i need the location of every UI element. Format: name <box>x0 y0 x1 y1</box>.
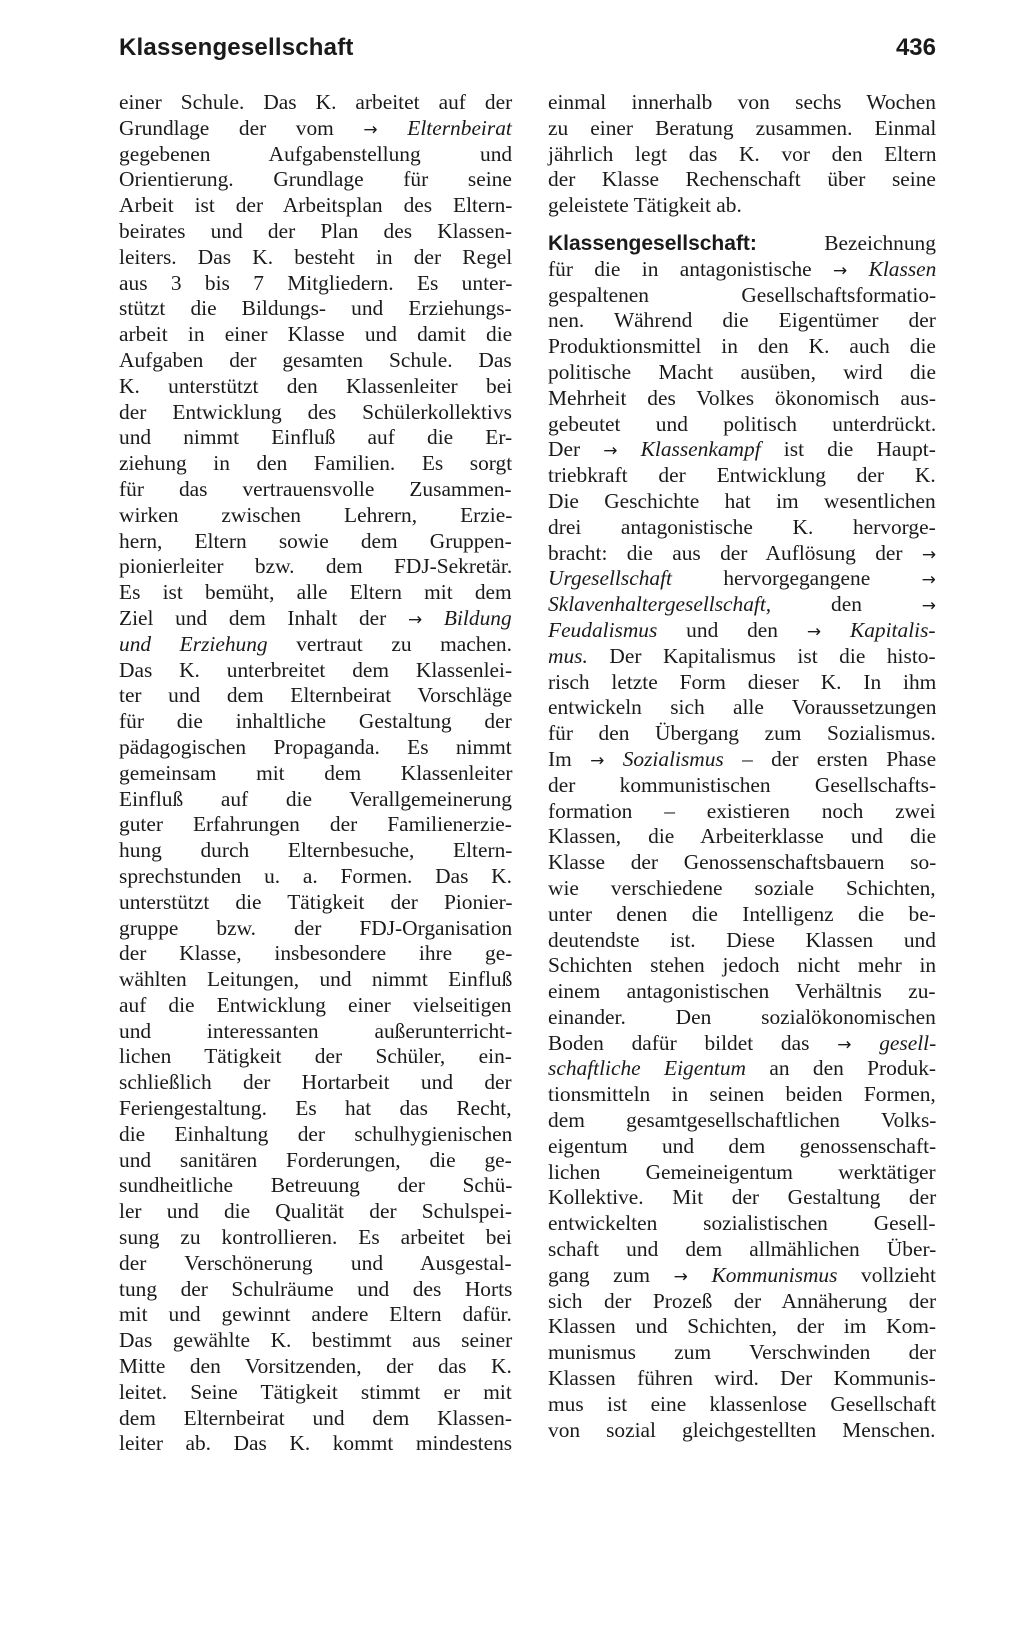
text-line <box>119 787 512 813</box>
body-text: Grundlage der vom <box>119 115 364 140</box>
body-text: munismus zum Verschwinden der <box>548 1340 936 1365</box>
body-text: auf die Entwicklung einer vielseitigen <box>119 992 512 1017</box>
text-line <box>548 1237 936 1263</box>
text-line <box>548 618 936 644</box>
body-text: einmal innerhalb von sechs Wochen <box>548 90 936 114</box>
cross-reference-term: Klassenkampf <box>640 437 761 462</box>
body-text: gespaltenen Gesellschaftsformatio- <box>548 282 937 307</box>
body-text: pädagogischen Propaganda. Es nimmt <box>119 734 512 759</box>
body-text: einem antagonistischen Verhältnis zu- <box>548 979 936 1004</box>
text-line <box>548 116 936 142</box>
text-line <box>119 1199 512 1225</box>
body-text: tung der Schulräume und des Horts <box>119 1276 513 1301</box>
cross-reference-arrow-icon: → <box>806 621 822 642</box>
entry-headword: Klassengesellschaft: <box>548 231 757 255</box>
body-text: wirken zwischen Lehrern, Erzie- <box>119 502 513 527</box>
body-text: drei antagonistische K. hervorge- <box>548 514 936 539</box>
text-line <box>119 142 512 168</box>
text-line <box>548 644 936 670</box>
text-line <box>119 1406 512 1432</box>
text-line <box>548 142 936 168</box>
text-line <box>119 1122 512 1148</box>
body-text: Boden dafür bildet das <box>548 1030 838 1055</box>
body-text: leitet. Seine Tätigkeit stimmt er mit <box>119 1379 512 1404</box>
body-text: den <box>771 592 922 617</box>
body-text: Aufgaben der gesamten Schule. Das <box>119 347 512 372</box>
body-text: einer Schule. Das K. arbeitet auf der <box>119 90 513 114</box>
body-text: mus ist eine klassenlose Gesellschaft <box>548 1391 937 1416</box>
body-text: unter denen die Intelligenz die be- <box>548 901 936 926</box>
body-text: hung durch Elternbesuche, Eltern- <box>119 838 513 863</box>
text-line <box>119 1096 512 1122</box>
body-text: der Klasse, insbesondere ihre ge- <box>119 941 513 966</box>
body-text: der Klasse Rechenschaft über seine <box>548 167 936 192</box>
cross-reference-term: schaftliche Eigentum <box>548 1056 746 1081</box>
body-text: triebkraft der Entwicklung der K. <box>548 463 936 488</box>
cross-reference-arrow-icon: → <box>673 1266 688 1287</box>
cross-reference-term: gesell- <box>879 1030 937 1055</box>
text-line <box>548 747 936 773</box>
body-text: nen. Während die Eigentümer der <box>548 308 936 333</box>
text-line <box>119 1148 512 1174</box>
text-line <box>548 1392 936 1418</box>
body-text: aus 3 bis 7 Mitgliedern. Es unter- <box>119 270 513 295</box>
text-line <box>119 167 512 193</box>
body-text: und nimmt Einfluß auf die Er- <box>119 425 513 450</box>
body-text: Es ist bemüht, alle Eltern mit dem <box>119 580 512 605</box>
text-line <box>548 437 936 463</box>
text-line <box>548 231 936 257</box>
body-text: Bezeichnung <box>756 230 936 255</box>
text-line <box>548 257 936 283</box>
text-line <box>119 1277 512 1303</box>
text-line <box>119 374 512 400</box>
text-line <box>548 1289 936 1315</box>
text-line <box>119 709 512 735</box>
text-line <box>119 632 512 658</box>
body-text: Orientierung. Grundlage für seine <box>119 167 512 192</box>
body-text: Ziel und dem Inhalt der <box>119 605 408 630</box>
body-text: Einfluß auf die Verallgemeinerung <box>119 786 512 811</box>
body-text <box>821 618 850 642</box>
text-line <box>119 245 512 271</box>
text-line <box>119 890 512 916</box>
body-text: der kommunistischen Gesellschafts- <box>548 772 937 797</box>
body-text: Der <box>548 437 604 462</box>
cross-reference-arrow-icon: → <box>603 441 618 462</box>
body-text: gemeinsam mit dem Klassenleiter <box>119 760 513 785</box>
body-text <box>617 437 640 461</box>
body-text: sprechstunden u. a. Formen. Das K. <box>119 863 512 888</box>
cross-reference-arrow-icon: → <box>832 260 848 281</box>
text-line <box>548 386 936 412</box>
text-line <box>548 953 936 979</box>
cross-reference-term: Kapitalis- <box>849 617 936 642</box>
text-line <box>119 606 512 632</box>
text-line <box>119 1173 512 1199</box>
body-text: Klassen, die Arbeiterklasse und die <box>548 824 937 849</box>
body-text: für die in antagonistische <box>548 256 833 281</box>
text-line <box>548 1340 936 1366</box>
body-text: schaft und dem allmählichen Über- <box>548 1237 937 1262</box>
cross-reference-term: Bildung <box>443 605 512 630</box>
body-text: und interessanten außerunterricht- <box>119 1018 513 1043</box>
body-text: vollzieht <box>837 1262 936 1287</box>
body-text: der Verschönerung und Ausgestal- <box>119 1250 512 1275</box>
text-line <box>119 1044 512 1070</box>
text-line <box>119 658 512 684</box>
right-column <box>548 90 936 1443</box>
text-line <box>548 721 936 747</box>
text-line <box>548 1314 936 1340</box>
text-line <box>119 322 512 348</box>
body-text: lichen Gemeineigentum werktätiger <box>548 1159 936 1184</box>
cross-reference-term: und Erziehung <box>119 631 268 656</box>
text-line <box>548 979 936 1005</box>
body-text: unterstützt die Tätigkeit der Pionier- <box>119 889 513 914</box>
text-line <box>548 1005 936 1031</box>
text-line <box>548 1056 936 1082</box>
body-text: Schichten stehen jedoch nicht mehr in <box>548 953 937 978</box>
text-line <box>548 1366 936 1392</box>
text-line <box>119 296 512 322</box>
text-line <box>548 1134 936 1160</box>
cross-reference-term: Urgesellschaft <box>548 566 672 591</box>
text-line <box>548 592 936 618</box>
text-line <box>119 967 512 993</box>
text-line <box>548 541 936 567</box>
text-line <box>119 193 512 219</box>
text-line <box>548 670 936 696</box>
text-line <box>548 566 936 592</box>
text-line <box>119 812 512 838</box>
body-text: gebeutet und politisch unterdrückt. <box>548 411 937 436</box>
body-text: Klasse der Genossenschaftsbauern so- <box>548 850 937 875</box>
body-text: Arbeit ist der Arbeitsplan des Eltern- <box>119 193 513 218</box>
body-text: gang zum <box>548 1262 674 1287</box>
body-text: für den Übergang zum Sozialismus. <box>548 721 936 746</box>
body-text: gegebenen Aufgabenstellung und <box>119 141 513 166</box>
body-text: einander. Den sozialökonomischen <box>548 1004 936 1029</box>
cross-reference-arrow-icon: → <box>921 570 936 591</box>
text-line <box>119 1019 512 1045</box>
text-line <box>119 941 512 967</box>
cross-reference-term: Sklavenhaltergesellschaft, <box>548 592 772 617</box>
body-text: Im <box>548 746 591 771</box>
body-text: Das K. unterbreitet dem Klassenlei- <box>119 657 513 682</box>
text-line <box>119 838 512 864</box>
text-line <box>119 1225 512 1251</box>
body-text <box>688 1263 712 1287</box>
text-line <box>548 334 936 360</box>
cross-reference-term: mus. <box>548 643 588 668</box>
body-text: für die inhaltliche Gestaltung der <box>119 709 512 734</box>
body-text: wie verschiedene soziale Schichten, <box>548 875 936 900</box>
body-text: leiters. Das K. besteht in der Regel <box>119 244 513 269</box>
body-text: Das gewählte K. bestimmt aus seiner <box>119 1328 513 1353</box>
text-line <box>548 489 936 515</box>
body-text: stützt die Bildungs- und Erziehungs- <box>119 296 512 321</box>
body-text: entwickelten sozialistischen Gesell- <box>548 1211 936 1236</box>
text-line <box>119 425 512 451</box>
body-text: risch letzte Form dieser K. In ihm <box>548 669 937 694</box>
text-line <box>548 1418 936 1444</box>
body-text: Mehrheit des Volkes ökonomisch aus- <box>548 385 936 410</box>
text-line <box>119 116 512 142</box>
body-text: sung zu kontrollieren. Es arbeitet bei <box>119 1225 512 1250</box>
body-text: dem Elternbeirat und dem Klassen- <box>119 1405 512 1430</box>
text-line <box>548 695 936 721</box>
text-line <box>119 761 512 787</box>
body-text <box>422 606 444 630</box>
text-line <box>548 1263 936 1289</box>
body-text: der Entwicklung des Schülerkollektivs <box>119 399 512 424</box>
page-number: 436 <box>895 34 936 61</box>
body-text: die Einhaltung der schulhygienischen <box>119 1121 513 1146</box>
text-line <box>119 1251 512 1277</box>
body-text: hern, Eltern sowie dem Gruppen- <box>119 528 512 553</box>
body-text: beirates und der Plan des Klassen- <box>119 218 513 243</box>
text-line <box>119 451 512 477</box>
text-line <box>548 308 936 334</box>
body-text: wählten Leitungen, und nimmt Einfluß <box>119 967 513 992</box>
text-line <box>119 1302 512 1328</box>
body-text: politische Macht ausüben, wird die <box>548 359 936 384</box>
body-text: sundheitliche Betreuung der Schü- <box>119 1173 513 1198</box>
text-line <box>548 90 936 116</box>
text-line <box>548 928 936 954</box>
cross-reference-term: Elternbeirat <box>407 115 512 140</box>
text-line <box>548 193 936 219</box>
body-text: Die Geschichte hat im wesentlichen <box>548 488 936 513</box>
cross-reference-term: Sozialismus <box>622 746 724 771</box>
cross-reference-arrow-icon: → <box>921 596 936 617</box>
body-text: Produktionsmittel in den K. auch die <box>548 334 936 359</box>
body-text: vertraut zu machen. <box>267 631 512 656</box>
cross-reference-arrow-icon: → <box>407 609 423 630</box>
body-text: von sozial gleichgestellten Menschen. <box>548 1417 936 1442</box>
cross-reference-term: Klassen <box>868 256 937 281</box>
text-line <box>548 799 936 825</box>
body-text: hervorgegangene <box>671 566 922 591</box>
body-text <box>847 257 868 281</box>
text-line <box>119 1354 512 1380</box>
body-text: an den Produk- <box>746 1056 937 1081</box>
text-line <box>119 477 512 503</box>
text-line <box>119 683 512 709</box>
body-text: und sanitären Forderungen, die ge- <box>119 1147 512 1172</box>
text-line <box>548 824 936 850</box>
text-line <box>548 1160 936 1186</box>
text-line <box>119 529 512 555</box>
text-line <box>119 993 512 1019</box>
text-line <box>119 348 512 374</box>
body-text: Klassen führen wird. Der Kommunis- <box>548 1366 936 1391</box>
text-line <box>119 864 512 890</box>
body-text: K. unterstützt den Klassenleiter bei <box>119 373 513 398</box>
left-column <box>119 90 512 1457</box>
text-line <box>548 360 936 386</box>
cross-reference-term: Feudalismus <box>548 617 658 642</box>
text-line <box>548 412 936 438</box>
body-text: lichen Tätigkeit der Schüler, ein- <box>119 1044 512 1069</box>
text-line <box>548 1031 936 1057</box>
body-text: schließlich der Hortarbeit und der <box>119 1070 512 1095</box>
body-text: tionsmitteln in seinen beiden Formen, <box>548 1082 936 1107</box>
text-line <box>119 219 512 245</box>
body-text: Feriengestaltung. Es hat das Recht, <box>119 1096 512 1121</box>
cross-reference-term: Kommunismus <box>711 1262 838 1287</box>
running-header-title: Klassengesellschaft <box>119 34 354 61</box>
text-line <box>119 1431 512 1457</box>
text-line <box>119 503 512 529</box>
body-text <box>851 1031 879 1055</box>
text-line <box>548 902 936 928</box>
body-text: arbeit in einer Klasse und damit die <box>119 322 513 347</box>
text-line <box>548 463 936 489</box>
body-text: für das vertrauensvolle Zusammen- <box>119 476 512 501</box>
body-text <box>378 116 408 140</box>
body-text: Der Kapitalismus ist die histo- <box>587 643 936 668</box>
text-line <box>119 580 512 606</box>
text-line <box>548 283 936 309</box>
body-text: guter Erfahrungen der Familienerzie- <box>119 812 512 837</box>
body-text: ter und dem Elternbeirat Vorschläge <box>119 683 513 708</box>
text-line <box>548 167 936 193</box>
cross-reference-arrow-icon: → <box>837 1034 852 1055</box>
body-text: und den <box>657 617 807 642</box>
body-text: Kollektive. Mit der Gestaltung der <box>548 1185 937 1210</box>
body-text: Mitte den Vorsitzenden, der das K. <box>119 1354 512 1379</box>
text-line <box>119 400 512 426</box>
text-line <box>548 1082 936 1108</box>
cross-reference-arrow-icon: → <box>590 750 605 771</box>
body-text <box>604 747 622 771</box>
body-text: zu einer Beratung zusammen. Einmal <box>548 115 937 140</box>
body-text: bracht: die aus der Auflösung der <box>548 540 922 565</box>
body-text: ziehung in den Familien. Es sorgt <box>119 451 513 476</box>
text-line <box>119 916 512 942</box>
body-text: sich der Prozeß der Annäherung der <box>548 1288 937 1313</box>
cross-reference-arrow-icon: → <box>363 119 378 140</box>
text-line <box>119 1328 512 1354</box>
body-text: entwickeln sich alle Voraussetzungen <box>548 695 937 720</box>
body-text: geleistete Tätigkeit ab. <box>548 193 742 218</box>
body-text: gruppe bzw. der FDJ-Organisation <box>119 915 513 940</box>
cross-reference-arrow-icon: → <box>921 544 937 565</box>
text-line <box>548 1108 936 1134</box>
text-line <box>119 271 512 297</box>
body-text: leiter ab. Das K. kommt mindestens <box>119 1431 513 1456</box>
body-text: jährlich legt das K. vor den Eltern <box>548 141 937 166</box>
body-text: pionierleiter bzw. dem FDJ-Sekretär. <box>119 554 513 579</box>
text-line <box>548 1211 936 1237</box>
text-line <box>119 1380 512 1406</box>
body-text: deutendste ist. Diese Klassen und <box>548 927 936 952</box>
text-line <box>548 876 936 902</box>
text-line <box>548 515 936 541</box>
body-text: – der ersten Phase <box>723 746 937 771</box>
text-line <box>548 773 936 799</box>
text-line <box>548 1185 936 1211</box>
body-text: formation – existieren noch zwei <box>548 798 936 823</box>
text-line <box>119 735 512 761</box>
body-text: ler und die Qualität der Schulspei- <box>119 1199 513 1224</box>
text-line <box>119 90 512 116</box>
body-text: ist die Haupt- <box>760 437 936 462</box>
body-text: dem gesamtgesellschaftlichen Volks- <box>548 1108 937 1133</box>
body-text: Klassen und Schichten, der im Kom- <box>548 1314 937 1339</box>
text-line <box>119 1070 512 1096</box>
body-text: mit und gewinnt andere Eltern dafür. <box>119 1302 512 1327</box>
body-text: eigentum und dem genossenschaft- <box>548 1133 937 1158</box>
text-line <box>548 850 936 876</box>
text-line <box>119 554 512 580</box>
